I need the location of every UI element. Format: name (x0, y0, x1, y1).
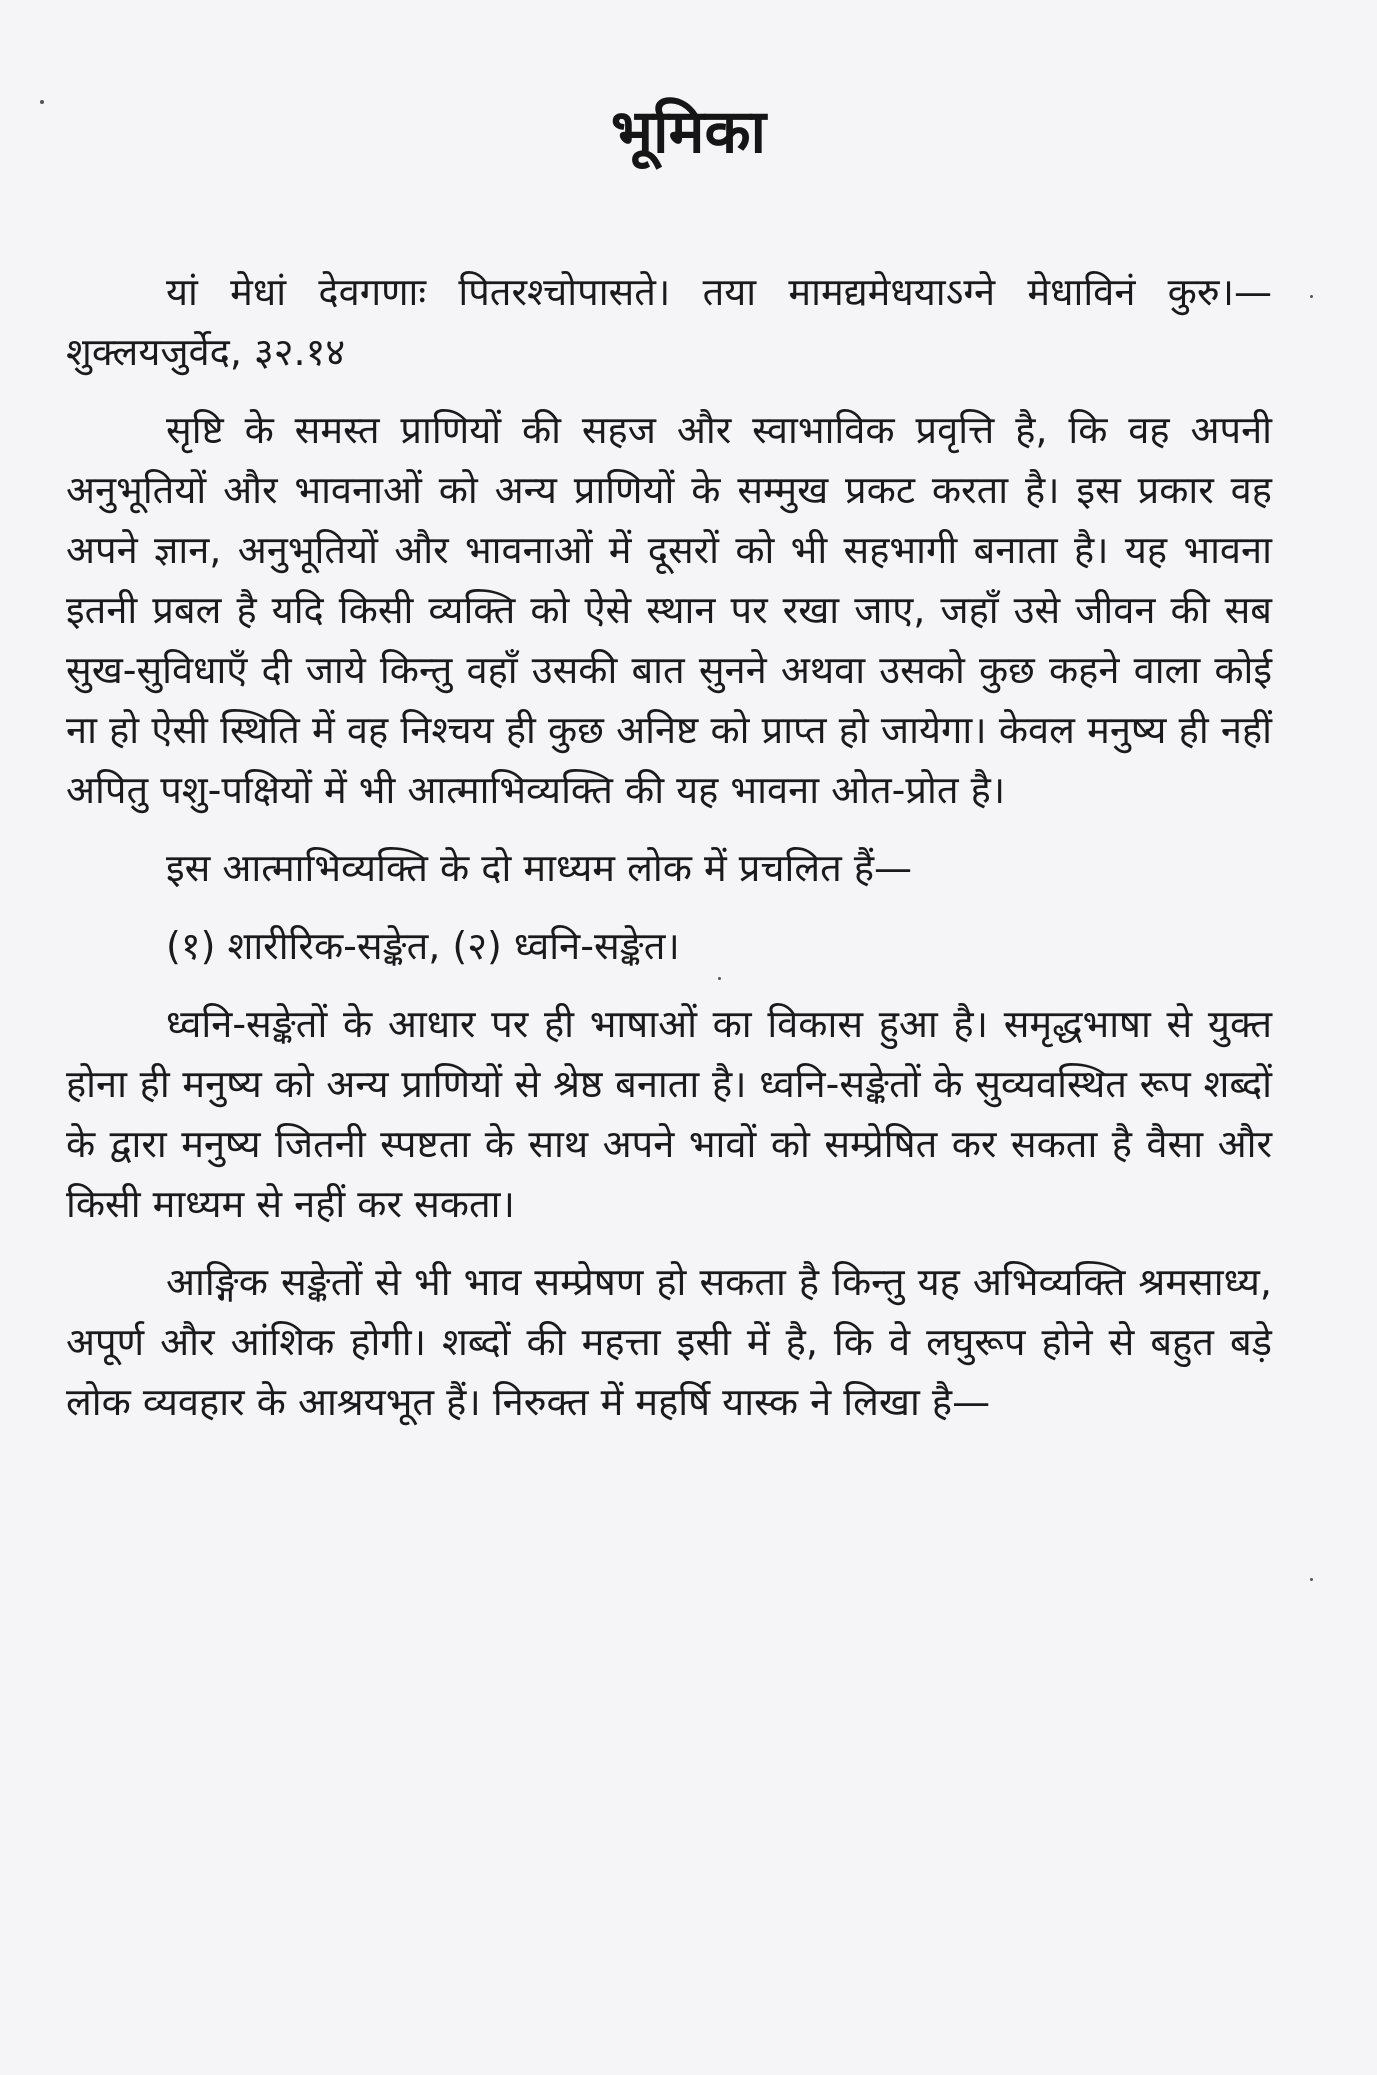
body-text (66, 262, 1272, 1432)
scan-speck (1310, 295, 1313, 298)
page-title: भूमिका (610, 97, 767, 167)
paragraph: इस आत्माभिव्यक्ति के दो माध्यम लोक में प्रचलित हैं— (166, 846, 913, 890)
paragraph-epigraph: यां मेधां देवगणाः पितरश्चोपासते। तया मामद्यमेधयाऽग्ने मेधाविनं कुरु।—शुक्लयजुर्वेद, ३२.१४ (66, 270, 1272, 374)
paragraph: आङ्गिक सङ्केतों से भी भाव सम्प्रेषण हो सकता है किन्तु यह अभिव्यक्ति श्रमसाध्य, अपूर्ण और आंशिक होगी। शब्दों की महत्ता इसी में है, कि वे लघुरूप होने से बहुत बड़े लोक व्यवहार के आश्रयभूत हैं। निरुक्त में महर्षि यास्क ने लिखा है— (66, 1260, 1272, 1424)
paragraph: ध्वनि-सङ्केतों के आधार पर ही भाषाओं का विकास हुआ है। समृद्धभाषा से युक्त होना ही मनुष्य को अन्य प्राणियों से श्रेष्ठ बनाता है। ध्वनि-सङ्केतों के सुव्यवस्थित रूप शब्दों के द्वारा मनुष्य जितनी स्पष्टता के साथ अपने भावों को सम्प्रेषित कर सकता है वैसा और किसी माध्यम से नहीं कर सकता। (66, 1002, 1272, 1226)
scan-speck (1310, 1578, 1313, 1581)
paragraph: (१) शारीरिक-सङ्केत, (२) ध्वनि-सङ्केत। (166, 924, 680, 968)
paragraph: सृष्टि के समस्त प्राणियों की सहज और स्वाभाविक प्रवृत्ति है, कि वह अपनी अनुभूतियों और भावनाओं को अन्य प्राणियों के सम्मुख प्रकट करता है। इस प्रकार वह अपने ज्ञान, अनुभूतियों और भावनाओं में दूसरों को भी सहभागी बनाता है। यह भावना इतनी प्रबल है यदि किसी व्यक्ति को ऐसे स्थान पर रखा जाए, जहाँ उसे जीवन की सब सुख-सुविधाएँ दी जाये किन्तु वहाँ उसकी बात सुनने अथवा उसको कुछ कहने वाला कोई ना हो ऐसी स्थिति में वह निश्चय ही कुछ अनिष्ट को प्राप्त हो जायेगा। केवल मनुष्य ही नहीं अपितु पशु-पक्षियों में भी आत्माभिव्यक्ति की यह भावना ओत-प्रोत है। (66, 408, 1272, 812)
